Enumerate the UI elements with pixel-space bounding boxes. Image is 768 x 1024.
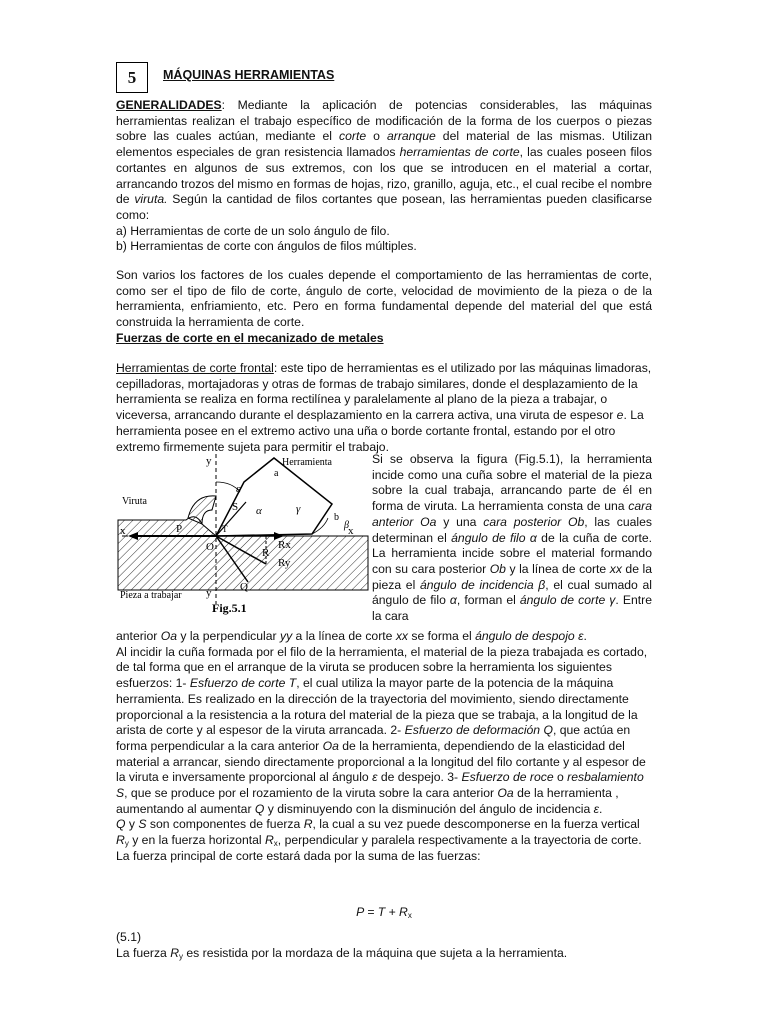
- factors-paragraph: Son varios los factores de los cuales depende el comportamiento de las herramientas de corte, como ser el tipo de filo de corte, ángulo de corte, velocidad de movimiento de la pieza o de la herramienta, enfriamiento, etc. Pero en forma fundamental depende del material del que está construida la herramienta de corte.: [116, 268, 652, 330]
- label-p: P: [176, 523, 183, 535]
- label-rx: Rx: [278, 539, 291, 551]
- label-x-left: x: [120, 525, 126, 537]
- section-title: Fuerzas de corte en el mecanizado de metales: [116, 330, 384, 345]
- list-item-b: b) Herramientas de corte con ángulos de filos múltiples.: [116, 239, 417, 254]
- equation-5-1: $P = T + R_x$: [356, 905, 412, 920]
- label-y-top: y: [206, 455, 212, 467]
- label-s: S: [232, 501, 239, 513]
- list-item-a: a) Herramientas de corte de un solo ángulo de filo.: [116, 223, 390, 238]
- frontal-paragraph: Herramientas de corte frontal: este tipo de herramientas es el utilizado por las máquinas limadoras, cepilladoras, mortajadoras y otras de formas de trabajo similares, donde el desplazamiento de la herramienta se realiza en forma rectilínea y paralelamente al plano de la pieza a trabajar, o viceversa, arrancando durante el desplazamiento en la carrera activa, una viruta de espesor e. La herramienta posee en el extremo activo una uña o borde cortante frontal, estando por el otro extremo firmemente sujeta para permitir el trabajo.: [116, 361, 652, 454]
- components-paragraph: Q y S son componentes de fuerza R, la cual a su vez puede descomponerse en la fuerza vertical $R_y$ y en la fuerza horizontal $R_x$, perpendicular y paralela respectivamente a la trayectoria de corte.: [116, 817, 642, 849]
- closing-block: [116, 930, 652, 961]
- generalidades-heading: GENERALIDADES: [116, 98, 222, 112]
- label-q: Q: [240, 581, 248, 593]
- label-viruta: Viruta: [122, 496, 147, 507]
- generalidades-block: [116, 98, 652, 255]
- equation-number: (5.1): [116, 930, 142, 944]
- label-ry: Ry: [278, 557, 291, 569]
- label-beta: β: [344, 520, 349, 531]
- generalidades-paragraph: GENERALIDADES: Mediante la aplicación de potencias considerables, las máquinas herramientas realizan el trabajo específico de modificación de la forma de los cuerpos o piezas sobre las cuales actúan, mediante el corte o arranque del material de las mismas. Utilizan elementos especiales de gran resistencia llamados herramientas de corte, las cuales poseen filos cortantes en algunos de sus extremos, con los que se introducen en el material a cortar, arrancando trozos del mismo en formas de hojas, rizo, granillo, aguja, etc., el cual recibe el nombre de viruta. Según la cantidad de filos cortantes que posean, las herramientas pueden clasificarse como:: [116, 98, 652, 222]
- label-o: O: [206, 541, 214, 553]
- forces-block: [116, 629, 652, 865]
- label-pieza: Pieza a trabajar: [120, 590, 182, 601]
- label-x-right: x: [348, 525, 354, 537]
- cutting-tool-figure: [116, 452, 370, 622]
- label-herramienta: Herramienta: [282, 457, 332, 468]
- principal-force-text: La fuerza principal de corte estará dada por la suma de las fuerzas:: [116, 848, 481, 863]
- label-b: b: [334, 512, 339, 523]
- forces-paragraph: Al incidir la cuña formada por el filo de la herramienta, el material de la pieza trabajada es cortado, de tal forma que en el arranque de la viruta se producen sobre la herramienta los siguientes esfuerzos: 1- Esfuerzo de corte T, el cual utiliza la mayor parte de la potencia de la máquina herramienta. Es realizado en la dirección de la trayectoria del movimiento, siendo directamente proporcional a la resistencia a la rotura del material de la pieza que se trabaja, a la longitud de la arista de corte y al espesor de la viruta arrancada. 2- Esfuerzo de deformación Q, que actúa en forma perpendicular a la cara anterior Oa de la herramienta, dependiendo de la elasticidad del material a arrancar, siendo directamente proporcional a la longitud del filo cortante y al espesor de la viruta e inversamente proporcional al ángulo ε de despejo. 3- Esfuerzo de roce o resbalamiento S, que se produce por el rozamiento de la viruta sobre la cara anterior Oa de la herramienta , aumentando al aumentar Q y disminuyendo con la disminución del ángulo de incidencia ε.: [116, 644, 648, 816]
- frontal-block: [116, 361, 652, 455]
- figure-description: [372, 452, 652, 625]
- label-a: a: [274, 468, 279, 479]
- label-alpha: α: [256, 505, 262, 517]
- label-t: T: [222, 524, 228, 534]
- angle-continuation: anterior Oa y la perpendicular yy a la línea de corte xx se forma el ángulo de despojo ε.: [116, 629, 587, 643]
- last-paragraph: La fuerza $R_y$ es resistida por la mordaza de la máquina que sujeta a la herramienta.: [116, 945, 568, 961]
- label-r: R: [262, 547, 270, 559]
- label-epsilon: ε: [236, 483, 241, 495]
- figure-description-paragraph: Si se observa la figura (Fig.5.1), la herramienta incide como una cuña sobre el material de la pieza sobre la cual trabaja, arrancando parte de él en forma de viruta. La herramienta consta de una cara anterior Oa y una cara posterior Ob, las cuales determinan el ángulo de filo α de la cuña de corte. La herramienta incide sobre el material formando con su cara posterior Ob y la línea de corte xx de la pieza el ángulo de incidencia β, el cual sumado al ángulo de filo α, forman el ángulo de corte γ. Entre la cara: [372, 452, 653, 624]
- chip-shape: [188, 496, 216, 524]
- chapter-number: 5: [116, 62, 148, 93]
- label-gamma: γ: [296, 503, 301, 515]
- label-y-bottom: y: [206, 587, 212, 599]
- figure-caption: Fig.5.1: [212, 601, 247, 615]
- chapter-title: MÁQUINAS HERRAMIENTAS: [163, 68, 335, 82]
- factors-block: [116, 268, 652, 347]
